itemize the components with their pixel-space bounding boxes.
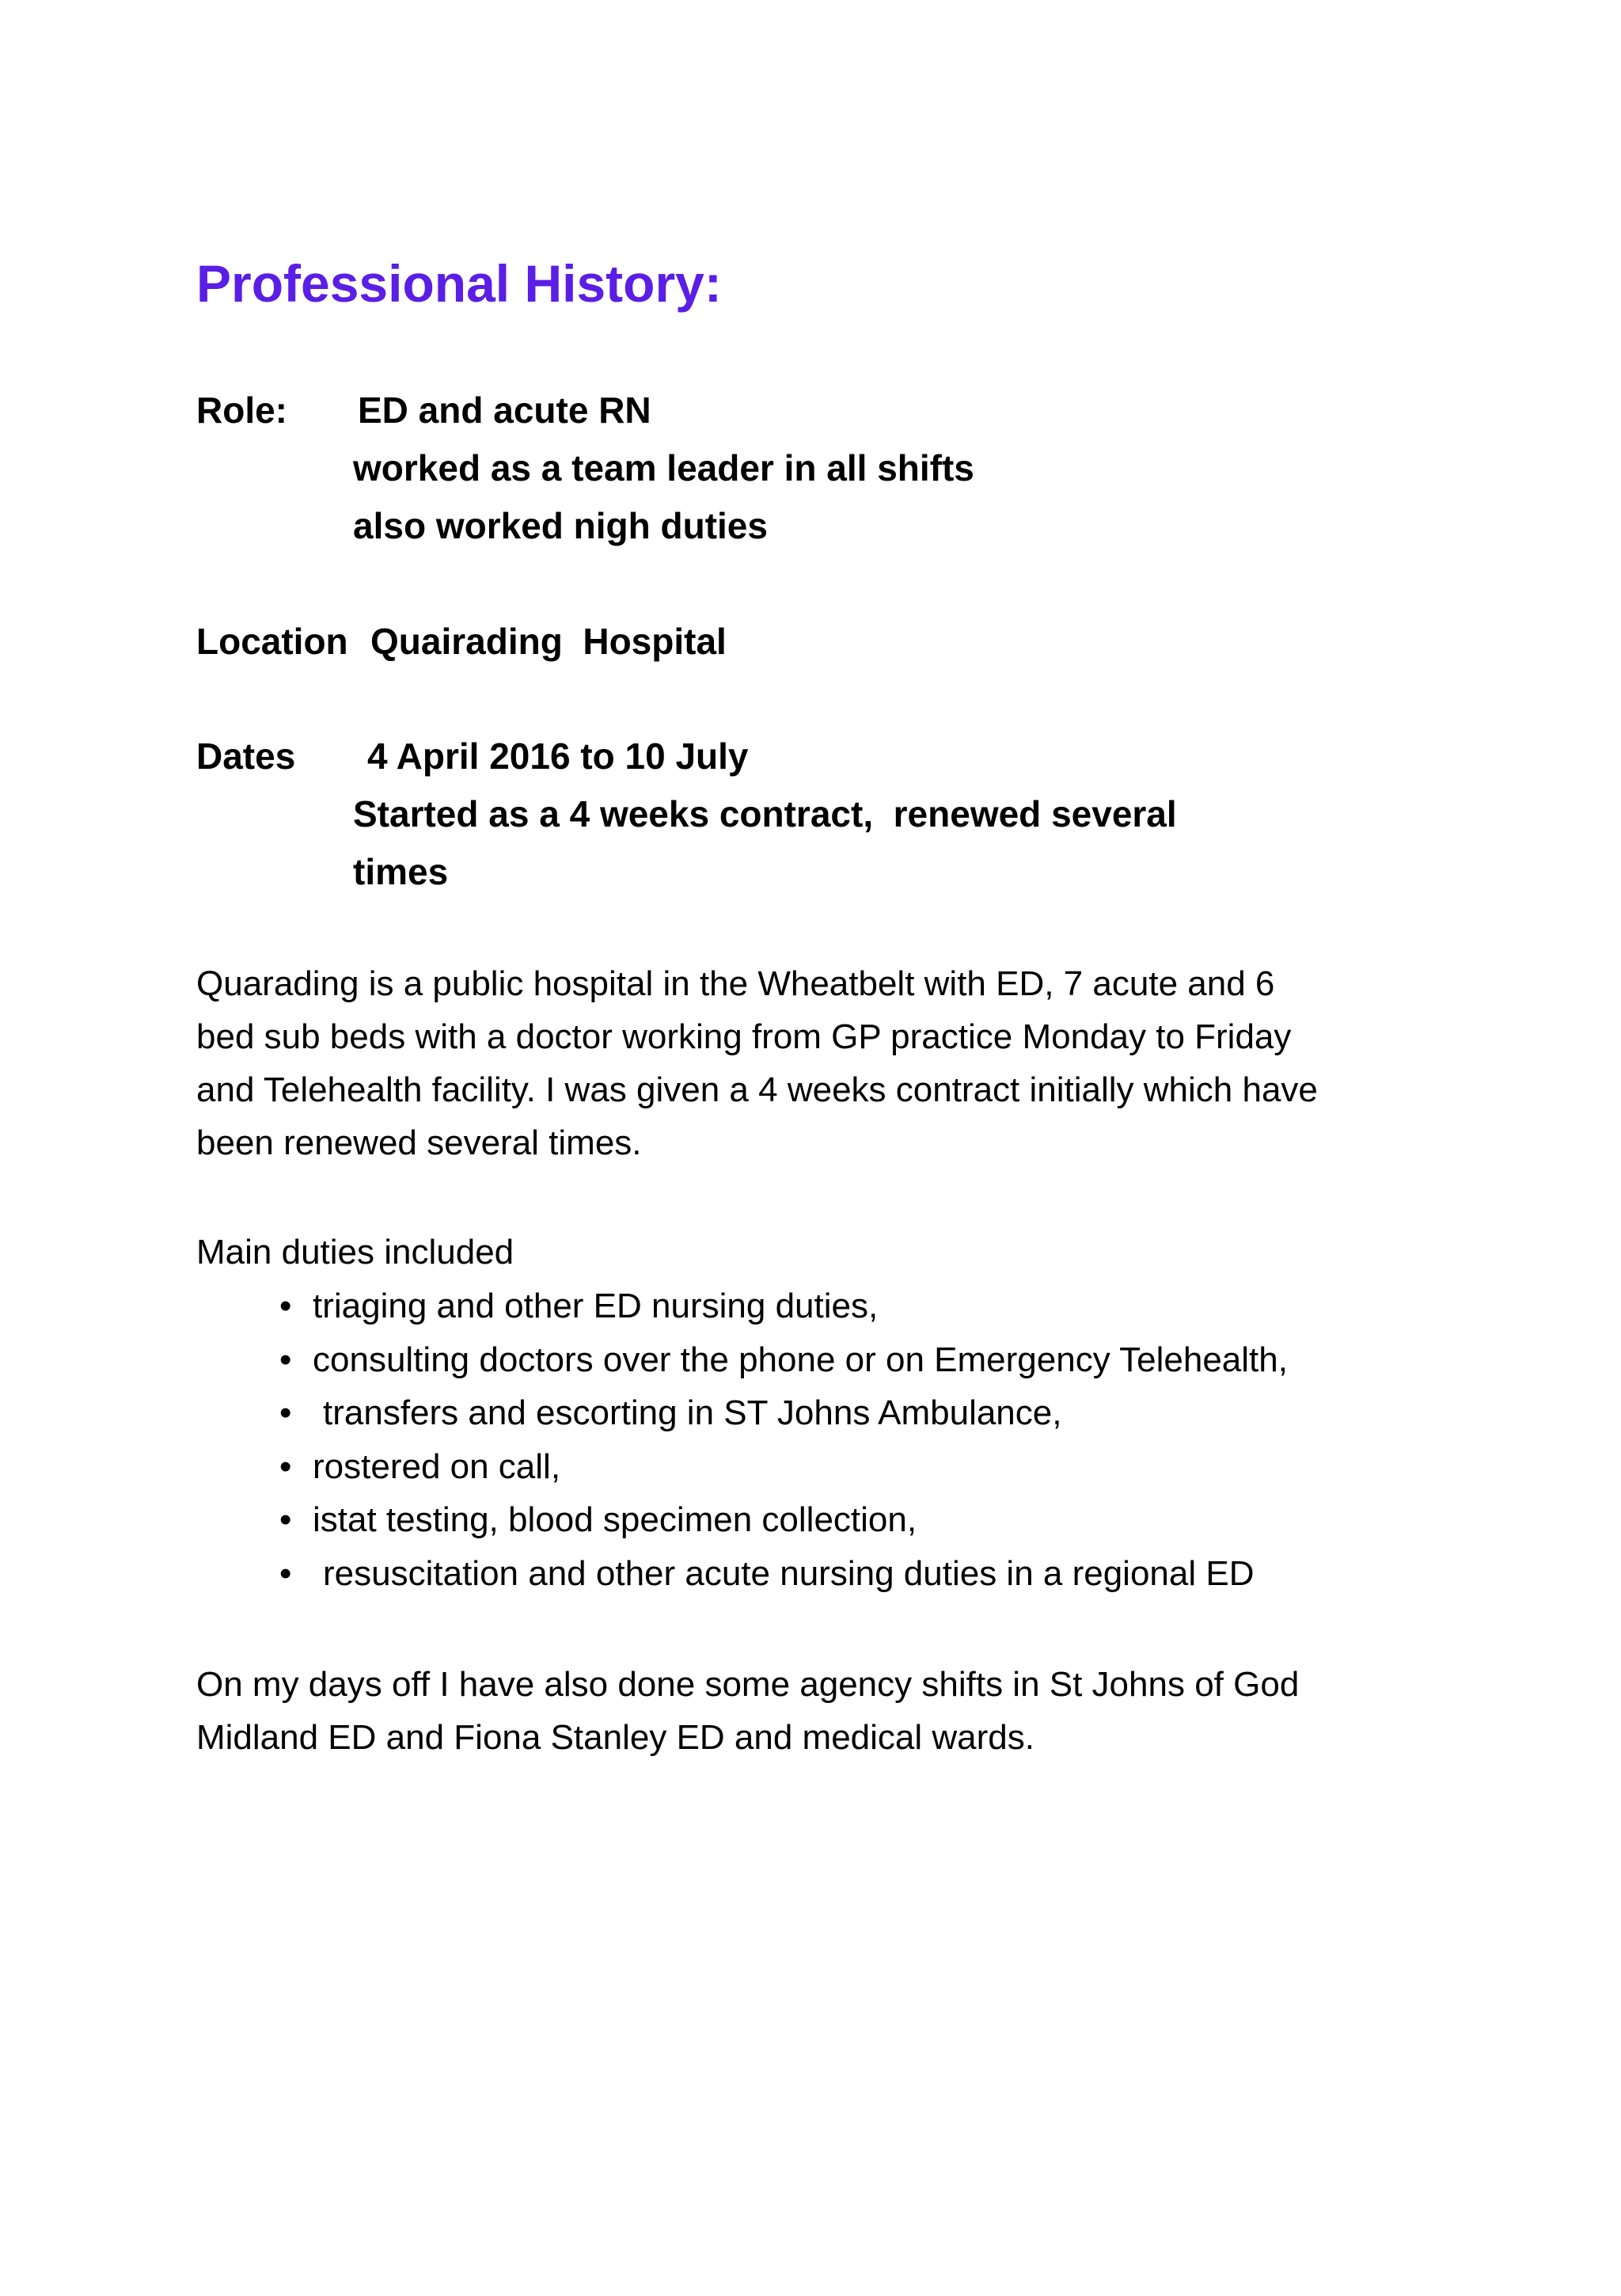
bullet-icon: •: [279, 1553, 292, 1593]
dates-line: times: [353, 851, 449, 892]
closing-line: On my days off I have also done some agency shifts in St Johns of God: [196, 1665, 1300, 1704]
bullet-icon: •: [279, 1446, 292, 1486]
list-item-text: triaging and other ED nursing duties,: [313, 1287, 879, 1325]
list-item-text: resuscitation and other acute nursing duties in a regional ED: [323, 1553, 1255, 1593]
bullet-icon: •: [279, 1287, 292, 1325]
bullet-icon: •: [279, 1340, 292, 1379]
list-item-text: transfers and escorting in ST Johns Ambulance,: [323, 1393, 1062, 1433]
duties-intro: Main duties included: [196, 1233, 514, 1272]
role-line: worked as a team leader in all shifts: [353, 447, 974, 488]
description-line: and Telehealth facility. I was given a 4 weeks contract initially which have: [196, 1070, 1318, 1109]
list-item-text: consulting doctors over the phone or on Emergency Telehealth,: [313, 1340, 1288, 1379]
page-title: Professional History:: [196, 254, 722, 313]
bullet-icon: •: [279, 1500, 292, 1540]
location-label: Location: [196, 621, 348, 662]
bullet-icon: •: [279, 1393, 292, 1433]
role-line: ED and acute RN: [358, 390, 651, 431]
dates-label: Dates: [196, 736, 296, 777]
role-label: Role:: [196, 390, 287, 431]
location-value: Quairading Hospital: [370, 621, 727, 662]
list-item-text: istat testing, blood specimen collection,: [313, 1500, 917, 1540]
description-line: been renewed several times.: [196, 1123, 642, 1162]
dates-line: Started as a 4 weeks contract, renewed several: [353, 793, 1177, 834]
list-item-text: rostered on call,: [313, 1446, 561, 1486]
dates-line: 4 April 2016 to 10 July: [367, 736, 749, 777]
description-line: Quarading is a public hospital in the Wheatbelt with ED, 7 acute and 6: [196, 964, 1275, 1003]
role-line: also worked nigh duties: [353, 505, 768, 546]
closing-line: Midland ED and Fiona Stanley ED and medical wards.: [196, 1718, 1034, 1757]
description-line: bed sub beds with a doctor working from GP practice Monday to Friday: [196, 1017, 1292, 1056]
